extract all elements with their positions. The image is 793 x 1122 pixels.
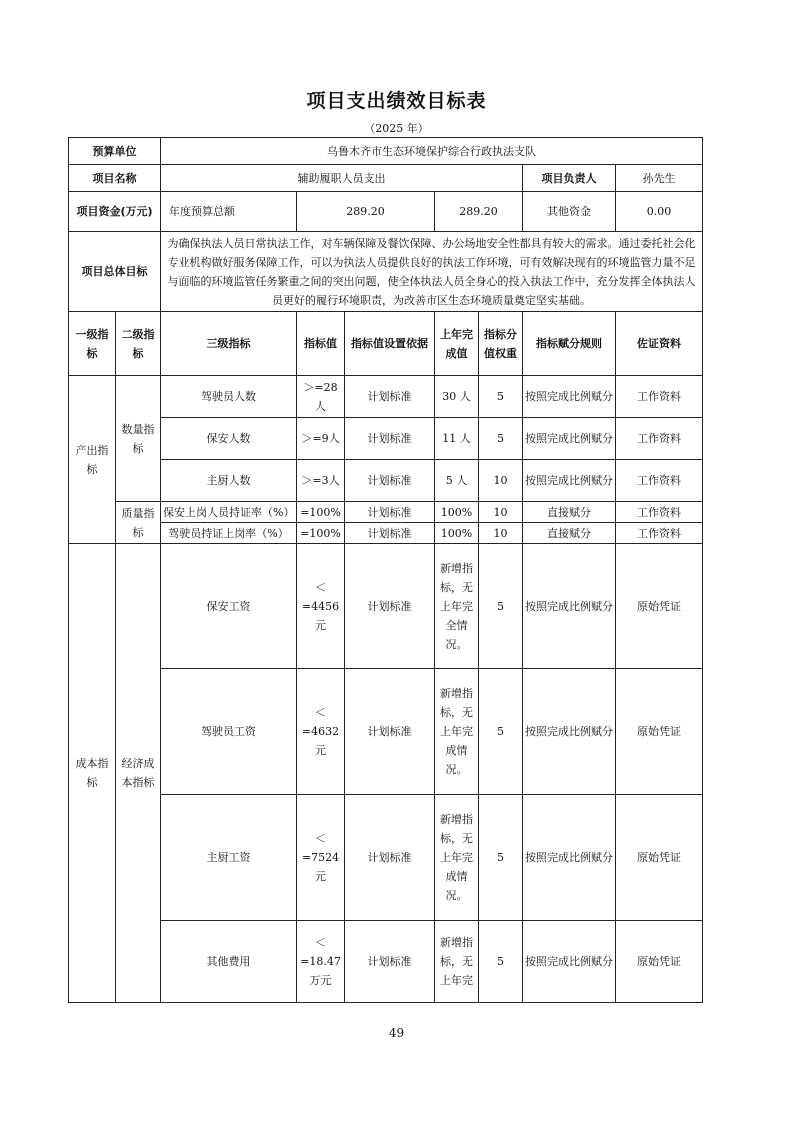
col-header-level3: 三级指标 <box>161 312 297 376</box>
group-economic: 经济成本指标 <box>116 544 161 1003</box>
goal-row <box>69 232 703 312</box>
indicator-weight: 5 <box>479 795 523 921</box>
indicator-value: =100% <box>297 523 345 544</box>
performance-table <box>68 137 703 1003</box>
indicator-basis: 计划标准 <box>345 502 435 523</box>
table-row <box>69 921 703 1003</box>
indicator-weight: 10 <box>479 523 523 544</box>
unit-value: 乌鲁木齐市生态环境保护综合行政执法支队 <box>161 138 703 165</box>
indicator-name: 主厨人数 <box>161 460 297 502</box>
table-row <box>69 502 703 523</box>
indicator-evidence: 工作资料 <box>616 523 703 544</box>
indicator-basis: 计划标准 <box>345 921 435 1003</box>
page-number: 49 <box>388 1026 405 1040</box>
indicator-basis: 计划标准 <box>345 669 435 795</box>
indicator-evidence: 工作资料 <box>616 502 703 523</box>
indicator-name: 保安工资 <box>161 544 297 669</box>
fund-label: 项目资金(万元) <box>69 192 161 232</box>
indicator-basis: 计划标准 <box>345 460 435 502</box>
indicator-weight: 10 <box>479 502 523 523</box>
indicator-weight: 10 <box>479 460 523 502</box>
table-row <box>69 669 703 795</box>
indicator-rule: 直接赋分 <box>523 502 616 523</box>
indicator-prev: 新增指标，无上年完成情况。 <box>435 795 479 921</box>
indicator-weight: 5 <box>479 669 523 795</box>
indicator-value: =100% <box>297 502 345 523</box>
indicator-value: ＜=7524元 <box>297 795 345 921</box>
unit-row <box>69 138 703 165</box>
leader-label: 项目负责人 <box>523 165 616 192</box>
indicator-weight: 5 <box>479 544 523 669</box>
indicator-value: ＜=4456元 <box>297 544 345 669</box>
table-row <box>69 460 703 502</box>
group-output: 产出指标 <box>69 376 116 544</box>
table-row <box>69 795 703 921</box>
indicator-basis: 计划标准 <box>345 418 435 460</box>
col-header-evidence: 佐证资料 <box>616 312 703 376</box>
indicator-name: 主厨工资 <box>161 795 297 921</box>
other-value: 0.00 <box>616 192 703 232</box>
indicator-value: ＞=28人 <box>297 376 345 418</box>
indicator-evidence: 原始凭证 <box>616 669 703 795</box>
indicator-rule: 按照完成比例赋分 <box>523 418 616 460</box>
indicator-evidence: 工作资料 <box>616 418 703 460</box>
group-cost: 成本指标 <box>69 544 116 1003</box>
indicator-prev: 新增指标，无上年完成情况。 <box>435 669 479 795</box>
indicator-prev: 100% <box>435 523 479 544</box>
col-header-level2: 二级指标 <box>116 312 161 376</box>
col-header-basis: 指标值设置依据 <box>345 312 435 376</box>
table-row <box>69 523 703 544</box>
indicator-rule: 按照完成比例赋分 <box>523 460 616 502</box>
table-row <box>69 418 703 460</box>
indicator-value: ＞=3人 <box>297 460 345 502</box>
project-label: 项目名称 <box>69 165 161 192</box>
col-header-rule: 指标赋分规则 <box>523 312 616 376</box>
indicator-weight: 5 <box>479 376 523 418</box>
col-header-prev: 上年完成值 <box>435 312 479 376</box>
indicator-rule: 按照完成比例赋分 <box>523 544 616 669</box>
indicator-name: 驾驶员人数 <box>161 376 297 418</box>
col-header-weight: 指标分值权重 <box>479 312 523 376</box>
group-quantity: 数量指标 <box>116 376 161 502</box>
indicator-evidence: 工作资料 <box>616 460 703 502</box>
indicator-rule: 直接赋分 <box>523 523 616 544</box>
indicator-name: 驾驶员持证上岗率（%） <box>161 523 297 544</box>
indicator-evidence: 工作资料 <box>616 376 703 418</box>
indicator-prev: 11 人 <box>435 418 479 460</box>
indicator-weight: 5 <box>479 418 523 460</box>
fiscal-value: 289.20 <box>435 192 523 232</box>
indicator-prev: 30 人 <box>435 376 479 418</box>
indicator-rule: 按照完成比例赋分 <box>523 795 616 921</box>
indicator-weight: 5 <box>479 921 523 1003</box>
goal-label: 项目总体目标 <box>69 232 161 312</box>
group-quality: 质量指标 <box>116 502 161 544</box>
project-value: 辅助履职人员支出 <box>161 165 523 192</box>
column-header-row <box>69 312 703 376</box>
leader-value: 孙先生 <box>616 165 703 192</box>
goal-text: 为确保执法人员日常执法工作，对车辆保障及餐饮保障、办公场地安全性都具有较大的需求。通过委托社会化专业机构做好服务保障工作，可以为执法人员提供良好的执法工作环境，可有效解决现有的环境监管力量不足与面临的环境监管任务繁重之间的突出问题，使全体执法人员全身心的投入执法工作中，充分发挥全体执法人员更好的履行环境职责，为改善市区生态环境质量奠定坚实基础。 <box>161 232 703 312</box>
indicator-value: ＜=18.47万元 <box>297 921 345 1003</box>
indicator-name: 保安上岗人员持证率（%） <box>161 502 297 523</box>
year-label: （2025 年） <box>364 122 429 135</box>
indicator-basis: 计划标准 <box>345 376 435 418</box>
fund-row <box>69 192 703 232</box>
page-title: 项目支出绩效目标表 <box>306 90 487 112</box>
indicator-name: 保安人数 <box>161 418 297 460</box>
indicator-prev: 5 人 <box>435 460 479 502</box>
indicator-name: 其他费用 <box>161 921 297 1003</box>
indicator-rule: 按照完成比例赋分 <box>523 669 616 795</box>
other-label: 其他资金 <box>523 192 616 232</box>
indicator-value: ＜=4632元 <box>297 669 345 795</box>
annual-label: 年度预算总额 <box>161 192 297 232</box>
annual-value: 289.20 <box>297 192 435 232</box>
indicator-prev: 新增指标，无上年完全情况。 <box>435 544 479 669</box>
indicator-evidence: 原始凭证 <box>616 921 703 1003</box>
indicator-prev: 100% <box>435 502 479 523</box>
project-row <box>69 165 703 192</box>
table-row <box>69 544 703 669</box>
indicator-prev: 新增指标，无上年完 <box>435 921 479 1003</box>
unit-label: 预算单位 <box>69 138 161 165</box>
indicator-evidence: 原始凭证 <box>616 544 703 669</box>
table-row <box>69 376 703 418</box>
indicator-value: ＞=9人 <box>297 418 345 460</box>
indicator-name: 驾驶员工资 <box>161 669 297 795</box>
indicator-evidence: 原始凭证 <box>616 795 703 921</box>
col-header-value: 指标值 <box>297 312 345 376</box>
indicator-rule: 按照完成比例赋分 <box>523 376 616 418</box>
indicator-basis: 计划标准 <box>345 795 435 921</box>
col-header-level1: 一级指标 <box>69 312 116 376</box>
indicator-basis: 计划标准 <box>345 544 435 669</box>
indicator-basis: 计划标准 <box>345 523 435 544</box>
indicator-rule: 按照完成比例赋分 <box>523 921 616 1003</box>
